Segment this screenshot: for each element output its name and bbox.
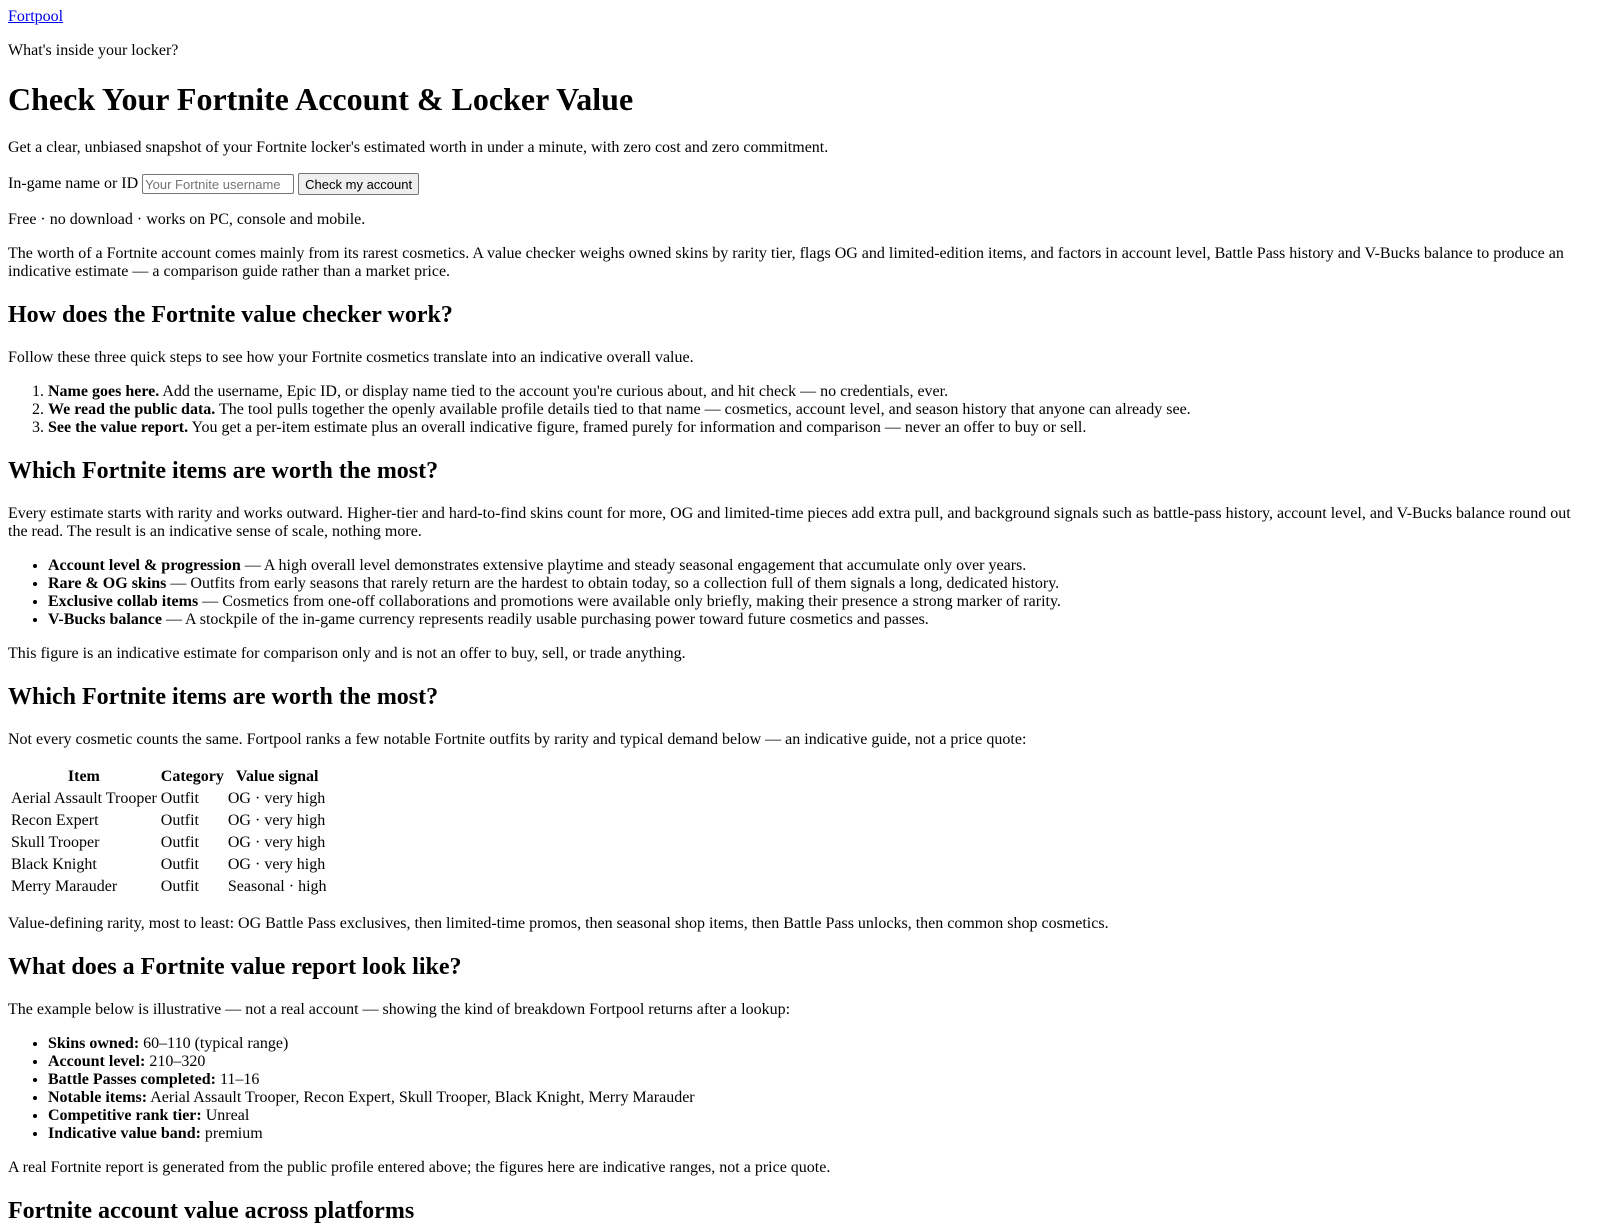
report-footnote: A real Fortnite report is generated from the public profile entered above; the figures here are indicative ranges, not a price quote. — [8, 1159, 831, 1176]
table-header-row — [10, 767, 328, 787]
factor-title: Exclusive collab items — [48, 593, 199, 610]
hero-note: Free · no download · works on PC, console and mobile. — [8, 211, 366, 228]
table-cell-item: Black Knight — [11, 856, 97, 873]
report-list — [8, 1035, 1592, 1143]
step-text: The tool pulls together the openly available profile details tied to that name — cosmetics, account level, and season history that anyone can already see. — [215, 401, 1191, 418]
table-cell-value-signal: OG · very high — [227, 790, 326, 807]
table-row — [10, 811, 328, 831]
report-item-value: 11–16 — [215, 1071, 260, 1088]
factor-text: — Outfits from early seasons that rarely return are the hardest to obtain today, so a collection full of them signals a long, dedicated history. — [166, 575, 1060, 592]
step-item — [48, 419, 1592, 437]
report-item-label: Battle Passes completed: — [48, 1071, 216, 1088]
table-cell-category: Outfit — [160, 834, 199, 851]
lookup-form — [8, 173, 1592, 195]
username-label: In-game name or ID — [8, 175, 139, 192]
items-table — [8, 765, 330, 899]
table-cell-value-signal: OG · very high — [227, 856, 326, 873]
how-steps — [8, 383, 1592, 437]
table-cell-category: Outfit — [160, 790, 199, 807]
factor-text: — A stockpile of the in-game currency represents readily usable purchasing power toward future cosmetics and passes. — [161, 611, 929, 628]
brand-link[interactable]: Fortpool — [8, 8, 64, 25]
how-intro: Follow these three quick steps to see how your Fortnite cosmetics translate into an indicative overall value. — [8, 349, 694, 366]
table-cell-category: Outfit — [160, 856, 199, 873]
factors-list — [8, 557, 1592, 629]
report-item — [48, 1053, 1592, 1071]
factor-title: Account level & progression — [48, 557, 241, 574]
platforms-title: Fortnite account value across platforms — [8, 1198, 415, 1224]
items-table-intro: Not every cosmetic counts the same. Fortpool ranks a few notable Fortnite outfits by rarity and typical demand below — an indicative guide, not a price quote: — [8, 731, 1027, 748]
table-cell-value-signal: Seasonal · high — [227, 878, 327, 895]
brand — [8, 8, 1592, 26]
table-cell-category: Outfit — [160, 812, 199, 829]
factor-item — [48, 575, 1592, 593]
report-title: What does a Fortnite value report look like? — [8, 954, 462, 980]
table-cell-item: Merry Marauder — [11, 878, 118, 895]
page-title: Check Your Fortnite Account & Locker Value — [8, 81, 634, 117]
report-item-label: Indicative value band: — [48, 1125, 201, 1142]
factor-item — [48, 593, 1592, 611]
report-item-label: Notable items: — [48, 1089, 148, 1106]
report-item-value: 210–320 — [145, 1053, 206, 1070]
table-cell-item: Skull Trooper — [11, 834, 100, 851]
table-cell-value-signal: OG · very high — [227, 834, 326, 851]
report-intro: The example below is illustrative — not a real account — showing the kind of breakdown Fortpool returns after a lookup: — [8, 1001, 791, 1018]
report-item-value: Aerial Assault Trooper, Recon Expert, Skull Trooper, Black Knight, Merry Marauder — [147, 1089, 695, 1106]
step-title: We read the public data. — [48, 401, 216, 418]
table-cell-category: Outfit — [160, 878, 199, 895]
step-text: You get a per-item estimate plus an overall indicative figure, framed purely for information and comparison — never an offer to buy or sell. — [188, 419, 1087, 436]
column-header-item: Item — [67, 768, 100, 785]
report-item — [48, 1125, 1592, 1143]
factors-disclaimer: This figure is an indicative estimate for comparison only and is not an offer to buy, sell, or trade anything. — [8, 645, 686, 662]
report-item-value: Unreal — [201, 1107, 250, 1124]
table-row — [10, 789, 328, 809]
report-item — [48, 1107, 1592, 1125]
report-item — [48, 1071, 1592, 1089]
step-text: Add the username, Epic ID, or display name tied to the account you're curious about, and hit check — no credentials, ever. — [159, 383, 949, 400]
table-cell-item: Recon Expert — [11, 812, 99, 829]
hero-intro: The worth of a Fortnite account comes mainly from its rarest cosmetics. A value checker weighs owned skins by rarity tier, flags OG and limited-edition items, and factors in account level, Battle Pass history and V-Bucks balance to produce an indicative estimate — a comparison guide rather than a market price. — [8, 245, 1564, 280]
table-cell-item: Aerial Assault Trooper — [11, 790, 157, 807]
hero-subtitle: Get a clear, unbiased snapshot of your Fortnite locker's estimated worth in under a minute, with zero cost and zero commitment. — [8, 139, 829, 156]
report-item — [48, 1035, 1592, 1053]
report-item-value: 60–110 (typical range) — [139, 1035, 289, 1052]
report-item-label: Skins owned: — [48, 1035, 140, 1052]
table-row — [10, 877, 328, 897]
username-input[interactable] — [142, 174, 294, 194]
factor-text: — A high overall level demonstrates extensive playtime and steady seasonal engagement that accumulate only over years. — [240, 557, 1027, 574]
report-item — [48, 1089, 1592, 1107]
table-row — [10, 855, 328, 875]
factor-title: Rare & OG skins — [48, 575, 167, 592]
items-table-title: Which Fortnite items are worth the most? — [8, 684, 439, 710]
factor-item — [48, 557, 1592, 575]
step-title: Name goes here. — [48, 383, 160, 400]
report-item-value: premium — [200, 1125, 263, 1142]
factor-item — [48, 611, 1592, 629]
report-item-label: Competitive rank tier: — [48, 1107, 202, 1124]
report-item-label: Account level: — [48, 1053, 146, 1070]
column-header-value-signal: Value signal — [235, 768, 319, 785]
column-header-category: Category — [160, 768, 224, 785]
factor-text: — Cosmetics from one-off collaborations and promotions were available only briefly, making their presence a strong marker of rarity. — [198, 593, 1061, 610]
table-cell-value-signal: OG · very high — [227, 812, 326, 829]
factors-intro: Every estimate starts with rarity and works outward. Higher-tier and hard-to-find skins count for more, OG and limited-time pieces add extra pull, and background signals such as battle-pass history, account level, and V-Bucks balance round out the read. The result is an indicative sense of scale, nothing more. — [8, 505, 1571, 540]
hero-eyebrow: What's inside your locker? — [8, 42, 179, 59]
step-title: See the value report. — [48, 419, 189, 436]
check-account-button[interactable]: Check my account — [298, 173, 419, 195]
step-item — [48, 383, 1592, 401]
step-item — [48, 401, 1592, 419]
items-table-footnote: Value-defining rarity, most to least: OG Battle Pass exclusives, then limited-time promos, then seasonal shop items, then Battle Pass unlocks, then common shop cosmetics. — [8, 915, 1109, 932]
factors-title: Which Fortnite items are worth the most? — [8, 458, 439, 484]
how-title: How does the Fortnite value checker work? — [8, 302, 453, 328]
factor-title: V-Bucks balance — [48, 611, 162, 628]
table-row — [10, 833, 328, 853]
